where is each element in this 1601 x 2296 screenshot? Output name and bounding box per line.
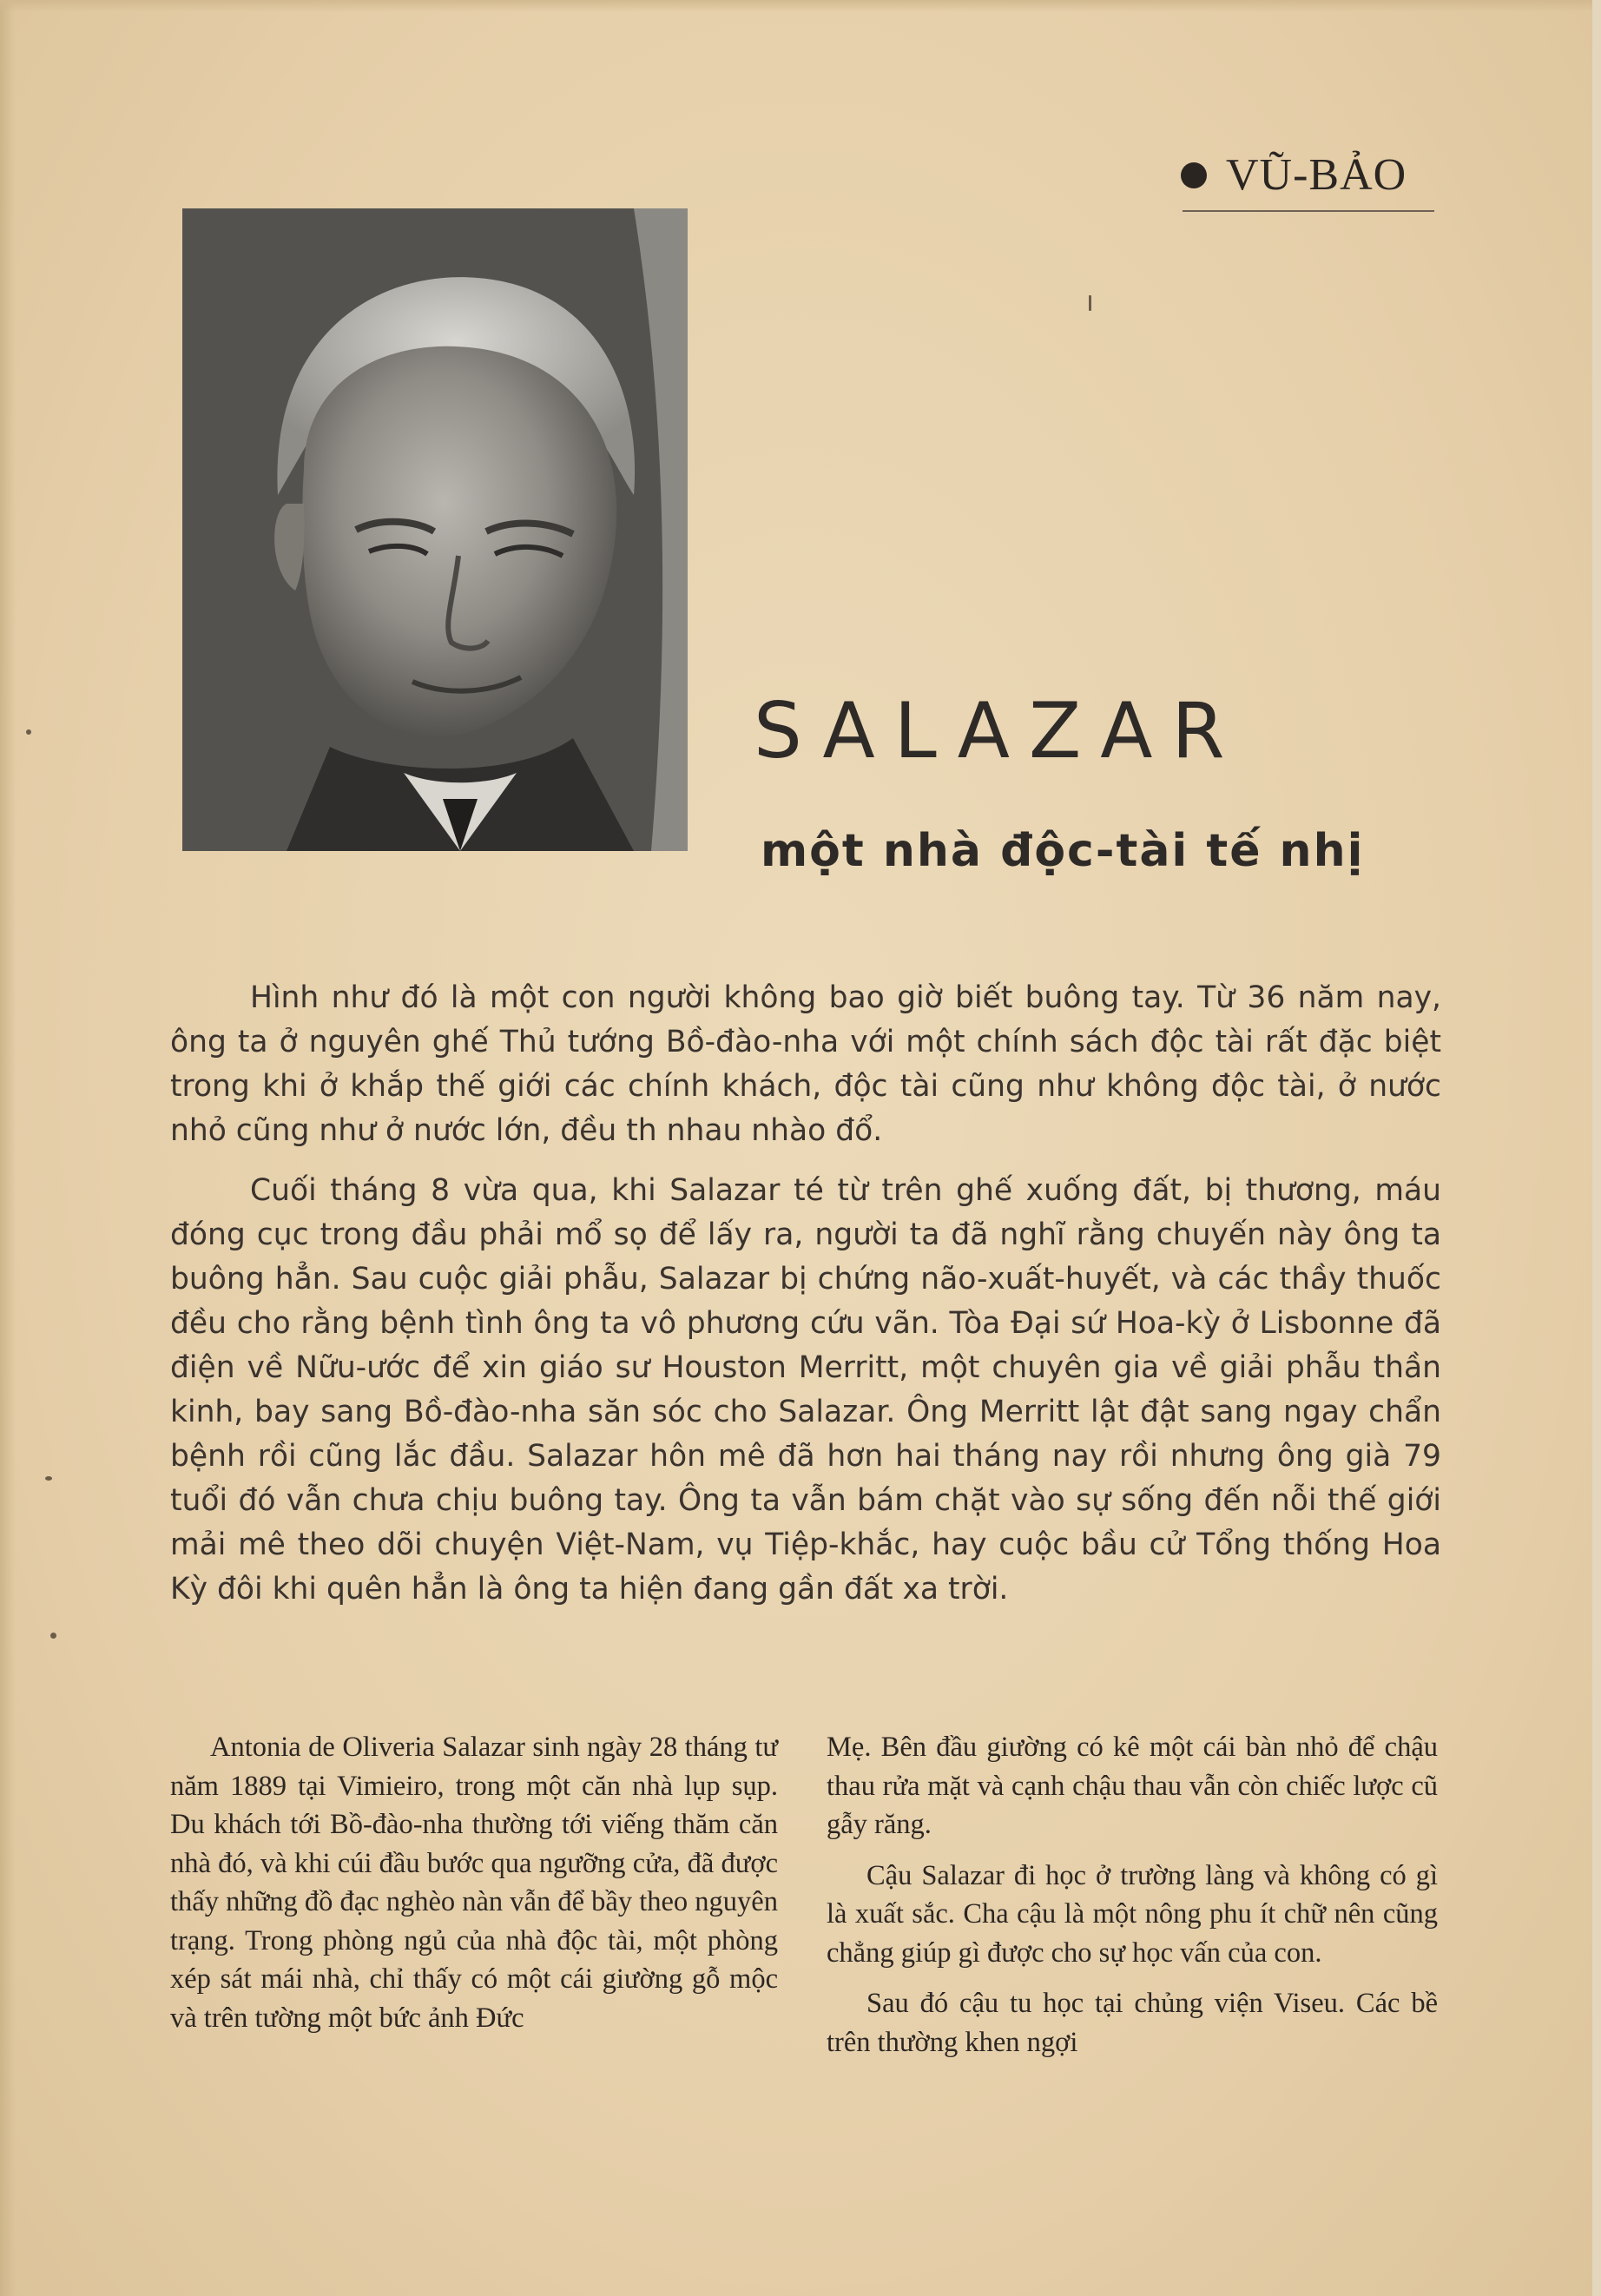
lead-section [170,976,1441,1627]
article-subtitle: một nhà độc-tài tế nhị [761,825,1365,877]
body-paragraph: Mẹ. Bên đầu giường có kê một cái bàn nhỏ để chậu thau rửa mặt và cạnh chậu thau vẫn còn chiếc lược cũ gẫy răng. [827,1732,1438,1840]
author-byline [1181,149,1441,201]
body-paragraph: Sau đó cậu tu học tại chủng viện Viseu. Các bề trên thường khen ngợi [827,1988,1438,2058]
article-title: SALAZAR [754,686,1244,775]
bullet-icon [1181,162,1207,188]
body-column-right [827,1728,1438,2074]
lead-paragraph: Cuối tháng 8 vừa qua, khi Salazar té từ trên ghế xuống đất, bị thương, máu đóng cục trong đầu phải mổ sọ để lấy ra, người ta đã nghĩ rằng chuyến này ông ta buông hẳn. Sau cuộc giải phẫu, Salazar bị chứng não-xuất-huyết, và các thầy thuốc đều cho rằng bệnh tình ông ta vô phương cứu vãn. Tòa Đại sứ Hoa-kỳ ở Lisbonne đã điện về Nữu-ước để xin giáo sư Houston Merritt, một chuyên gia về giải phẫu thần kinh, bay sang Bồ-đào-nha săn sóc cho Salazar. Ông Merritt lật đật sang ngay chẩn bệnh rồi cũng lắc đầu. Salazar hôn mê đã hơn hai tháng nay rồi nhưng ông già 79 tuổi đó vẫn chưa chịu buông tay. Ông ta vẫn bám chặt vào sự sống đến nỗi thế giới mải mê theo dõi chuyện Việt-Nam, vụ Tiệp-khắc, hay cuộc bầu cử Tổng thống Hoa Kỳ đôi khi quên hẳn là ông ta hiện đang gần đất xa trời. [170,1173,1441,1607]
body-column-left [170,1728,778,2049]
body-paragraph: Cậu Salazar đi học ở trường làng và không có gì là xuất sắc. Cha cậu là một nông phu ít chữ nên cũng chẳng giúp gì được cho sự học vấn của con. [827,1859,1438,1969]
paper-speck [1089,295,1091,311]
byline-rule [1183,210,1434,212]
body-paragraph: Antonia de Oliveria Salazar sinh ngày 28 tháng tư năm 1889 tại Vimieiro, trong một căn nhà lụp sụp. Du khách tới Bồ-đào-nha thường tới viếng thăm căn nhà đó, và khi cúi đầu bước qua ngưỡng cửa, đã được thấy những đồ đạc nghèo nàn vẫn để bầy theo nguyên trạng. Trong phòng ngủ của nhà độc tài, một phòng xép sát mái nhà, chỉ thấy có một cái giường gỗ mộc và trên tường một bức ảnh Đức [170,1732,778,2034]
paper-speck [26,729,31,735]
author-name: VŨ-BẢO [1226,150,1407,200]
page-left-edge [0,0,16,2296]
portrait-photo [182,208,688,851]
portrait-illustration [182,208,688,851]
paper-speck [45,1476,52,1481]
lead-paragraph: Hình như đó là một con người không bao giờ biết buông tay. Từ 36 năm nay, ông ta ở nguyên ghế Thủ tướng Bồ-đào-nha với một chính sách độc tài rất đặc biệt trong khi ở khắp thế giới các chính khách, độc tài cũng như không độc tài, ở nước nhỏ cũng như ở nước lớn, đều th nhau nhào đổ. [170,980,1441,1148]
page-top-edge [0,0,1601,12]
paper-speck [50,1633,56,1639]
page-right-edge [1592,0,1601,2296]
